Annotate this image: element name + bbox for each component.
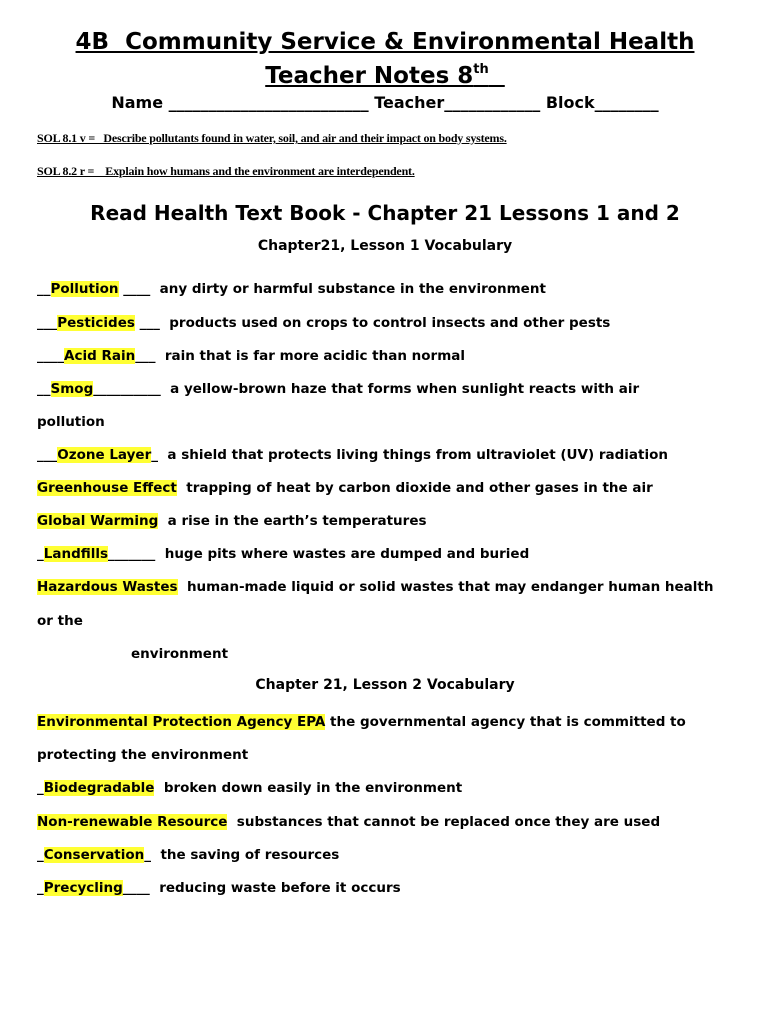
title-superscript: th <box>473 62 489 77</box>
lesson1-heading: Chapter21, Lesson 1 Vocabulary <box>257 238 513 254</box>
vocab-definition: the saving of resources <box>160 847 340 863</box>
vocab-definition: or the <box>37 613 83 629</box>
vocab-term: Non-renewable Resource <box>37 814 228 830</box>
document-title-line2 <box>0 56 770 90</box>
vocab-row: _Landfills_______ huge pits where wastes are dumped and buried <box>37 546 530 562</box>
vocab-definition: a yellow-brown haze that forms when sunlight reacts with air <box>170 381 640 397</box>
vocab-term: Greenhouse Effect <box>37 480 177 496</box>
vocab-term: Hazardous Wastes <box>37 579 178 595</box>
vocab-definition: human-made liquid or solid wastes that may endanger human health <box>186 579 714 595</box>
vocab-term: Landfills <box>43 546 109 562</box>
vocab-row <box>37 713 686 731</box>
vocab-row-continuation <box>37 645 228 663</box>
sol-8-1: SOL 8.1 v = Describe pollutants found in water, soil, and air and their impact on body systems. <box>37 131 507 145</box>
vocab-definition: the governmental agency that is committed to <box>330 714 686 730</box>
vocab-term: Biodegradable <box>43 780 155 796</box>
vocab-row: ____Acid Rain___ rain that is far more acidic than normal <box>37 348 466 364</box>
vocab-definition: pollution <box>37 414 105 430</box>
vocab-definition: a rise in the earth’s temperatures <box>167 513 427 529</box>
vocab-row: __Pollution ____ any dirty or harmful substance in the environment <box>37 281 546 297</box>
vocab-term: Global Warming <box>37 513 159 529</box>
vocab-term: Environmental Protection Agency EPA <box>37 714 326 730</box>
vocab-definition: trapping of heat by carbon dioxide and other gases in the air <box>186 480 653 496</box>
vocab-term: Ozone Layer <box>57 447 152 463</box>
vocab-row <box>37 578 713 596</box>
vocab-definition: rain that is far more acidic than normal <box>164 348 466 364</box>
vocab-definition: any dirty or harmful substance in the environment <box>159 281 546 297</box>
vocab-row: _Conservation_ the saving of resources <box>37 847 340 863</box>
title-text: Teacher Notes 8 <box>265 63 474 89</box>
vocab-definition: broken down easily in the environment <box>163 780 463 796</box>
vocab-row: ___Ozone Layer_ a shield that protects living things from ultraviolet (UV) radiation <box>37 447 668 463</box>
document-title-line1: 4B Community Service & Environmental Health <box>75 29 695 55</box>
vocab-row <box>37 512 427 530</box>
vocab-term: Acid Rain <box>64 348 136 364</box>
vocab-row-continuation <box>37 413 105 431</box>
vocab-row-continuation <box>37 746 248 764</box>
reading-heading: Read Health Text Book - Chapter 21 Lessons 1 and 2 <box>90 201 680 225</box>
vocab-definition: a shield that protects living things from ultraviolet (UV) radiation <box>167 447 668 463</box>
vocab-term: Pesticides <box>57 315 135 331</box>
vocab-row: _Precycling____ reducing waste before it occurs <box>37 880 401 896</box>
sol-8-2: SOL 8.2 r = Explain how humans and the environment are interdependent. <box>37 164 415 178</box>
name-teacher-block-line: Name _________________________ Teacher____________ Block________ <box>111 93 659 112</box>
vocab-term: Conservation <box>43 847 145 863</box>
vocab-row: __Smog__________ a yellow-brown haze that forms when sunlight reacts with air <box>37 381 640 397</box>
vocab-row: _Biodegradable broken down easily in the environment <box>37 780 463 796</box>
vocab-definition: products used on crops to control insects and other pests <box>169 315 611 331</box>
vocab-definition: protecting the environment <box>37 747 249 763</box>
vocab-term: Precycling <box>43 880 123 896</box>
vocab-definition: huge pits where wastes are dumped and buried <box>164 546 530 562</box>
lesson2-heading: Chapter 21, Lesson 2 Vocabulary <box>255 677 515 693</box>
vocab-definition: substances that cannot be replaced once they are used <box>236 814 661 830</box>
vocab-row: ___Pesticides ___ products used on crops to control insects and other pests <box>37 315 611 331</box>
vocab-row <box>37 479 653 497</box>
vocab-term: Pollution <box>50 281 119 297</box>
vocab-term: Smog <box>50 381 94 397</box>
vocab-row <box>37 813 660 831</box>
vocab-definition: environment <box>131 646 229 662</box>
vocab-definition: reducing waste before it occurs <box>159 880 401 896</box>
vocab-row-continuation <box>37 612 83 630</box>
